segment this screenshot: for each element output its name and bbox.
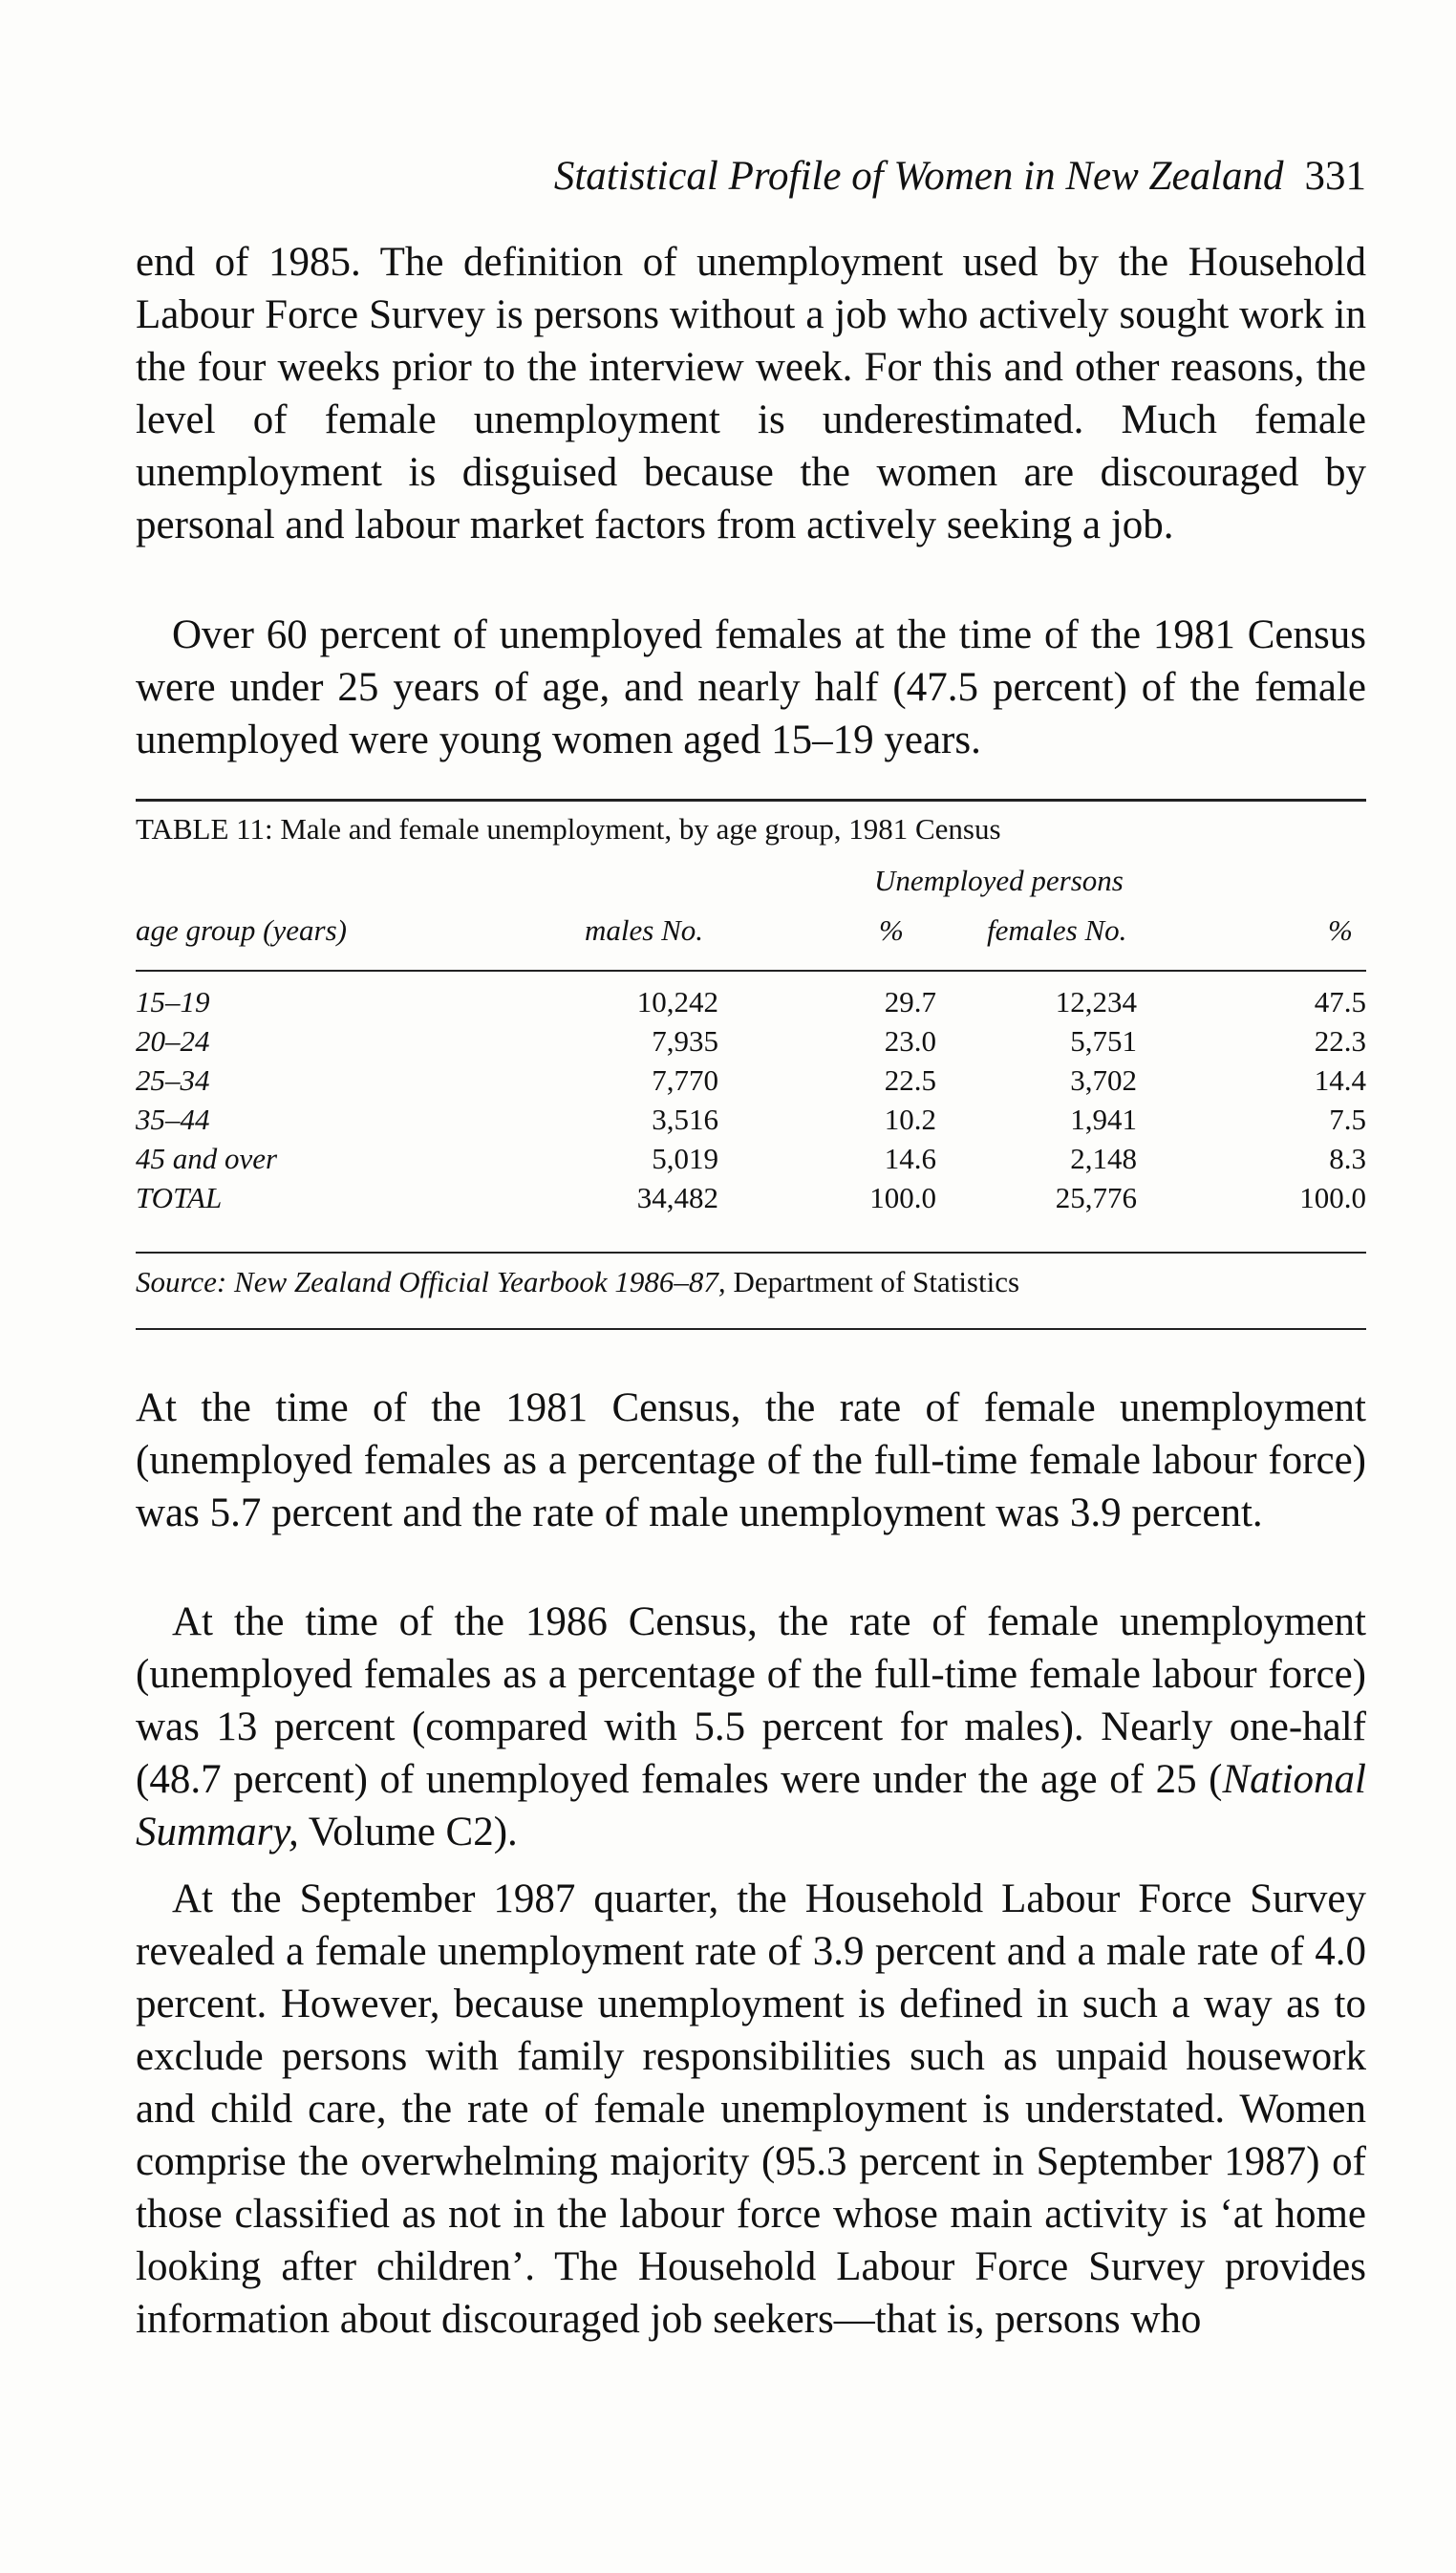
females-no-cell: 12,234 <box>1055 985 1137 1018</box>
females-pct-cell: 100.0 <box>1299 1181 1366 1214</box>
paragraph-4 <box>136 1596 1366 1858</box>
running-header <box>136 148 1366 205</box>
males-no-cell: 5,019 <box>652 1142 718 1175</box>
column-header-females: females No. <box>987 913 1127 947</box>
column-header-age: age group (years) <box>136 913 347 947</box>
age-group-cell: 15–19 <box>136 985 210 1018</box>
females-pct-cell: 7.5 <box>1329 1103 1366 1136</box>
paragraph-2: Over 60 percent of unemployed females at the time of the 1981 Census were under 25 years of age, and nearly half (47.5 percent) of the female unemployed were young women aged 15–19 years. <box>136 612 1366 762</box>
females-no-cell: 1,941 <box>1070 1103 1137 1136</box>
table-bottom-rule <box>136 1252 1366 1254</box>
paragraph-4-citation: National Summary, <box>136 1757 1366 1855</box>
paragraph-4-tail: Volume C2). <box>298 1810 518 1855</box>
source-title: New Zealand Official Yearbook 1986–87, <box>234 1265 726 1298</box>
males-pct-cell: 14.6 <box>884 1142 936 1175</box>
age-group-cell: TOTAL <box>136 1181 223 1214</box>
males-pct-cell: 29.7 <box>884 985 936 1018</box>
paragraph-4-text: At the time of the 1986 Census, the rate of female unemployment (unemployed females as a percentage of the full-time female labour force) was 13 percent (compared with 5.5 percent for males). Nearly one-half (48.7 percent) of unemployed females were under the age of 25 ( <box>136 1599 1366 1802</box>
source-publisher: Department of Statistics <box>733 1265 1020 1298</box>
table-top-rule <box>136 799 1366 802</box>
males-pct-cell: 100.0 <box>869 1181 936 1214</box>
males-no-cell: 7,770 <box>652 1063 718 1097</box>
females-pct-cell: 8.3 <box>1329 1142 1366 1175</box>
males-no-cell: 7,935 <box>652 1024 718 1058</box>
column-header-males: males No. <box>585 913 703 947</box>
males-pct-cell: 10.2 <box>884 1103 936 1136</box>
table-header-rule <box>136 970 1366 972</box>
females-no-cell: 5,751 <box>1070 1024 1137 1058</box>
age-group-cell: 35–44 <box>136 1103 210 1136</box>
source-label: Source: <box>136 1265 227 1298</box>
page-number: 331 <box>1304 154 1366 199</box>
paragraph-1: end of 1985. The definition of unemployment used by the Household Labour Force Survey is persons without a job who actively sought work in the four weeks prior to the interview week. For this and other reasons, the level of female unemployment is underestimated. Much female unemployment is disguised because the women are discouraged by personal and labour market factors from actively seeking a job. <box>136 240 1366 547</box>
paragraph-3: At the time of the 1981 Census, the rate of female unemployment (unemployed females as a percentage of the full-time female labour force) was 5.7 percent and the rate of male unemployment was 3.9 percent. <box>136 1385 1366 1535</box>
table-source <box>136 1261 1019 1303</box>
running-title: Statistical Profile of Women in New Zealand <box>553 154 1284 199</box>
males-pct-cell: 22.5 <box>884 1063 936 1097</box>
males-no-cell: 10,242 <box>636 985 718 1018</box>
column-header-males-pct: % <box>879 913 904 947</box>
males-no-cell: 34,482 <box>636 1181 718 1214</box>
age-group-cell: 45 and over <box>136 1142 278 1175</box>
table-caption-text: Male and female unemployment, by age group, 1981 Census <box>280 812 1001 846</box>
column-header-females-pct: % <box>1328 913 1353 947</box>
males-no-cell: 3,516 <box>652 1103 718 1136</box>
table-caption <box>136 808 1001 850</box>
paragraph-5: At the September 1987 quarter, the Household Labour Force Survey revealed a female unemployment rate of 3.9 percent and a male rate of 4.0 percent. However, because unemployment is defined in such a way as to exclude persons with family responsibilities such as unpaid housework and child care, the rate of female unemployment is understated. Women comprise the overwhelming majority (95.3 percent in September 1987) of those classified as not in the labour force whose main activity is ‘at home looking after children’. The Household Labour Force Survey provides information about discouraged job seekers—that is, persons who <box>136 1876 1366 2342</box>
females-pct-cell: 22.3 <box>1314 1024 1366 1058</box>
females-pct-cell: 47.5 <box>1314 985 1366 1018</box>
age-group-cell: 20–24 <box>136 1024 210 1058</box>
females-pct-cell: 14.4 <box>1314 1063 1366 1097</box>
table-label: TABLE 11: <box>136 812 273 846</box>
females-no-cell: 3,702 <box>1070 1063 1137 1097</box>
table-end-rule <box>136 1328 1366 1330</box>
age-group-cell: 25–34 <box>136 1063 210 1097</box>
females-no-cell: 25,776 <box>1055 1181 1137 1214</box>
males-pct-cell: 23.0 <box>884 1024 936 1058</box>
females-no-cell: 2,148 <box>1070 1142 1137 1175</box>
table-group-header: Unemployed persons <box>874 864 1124 897</box>
